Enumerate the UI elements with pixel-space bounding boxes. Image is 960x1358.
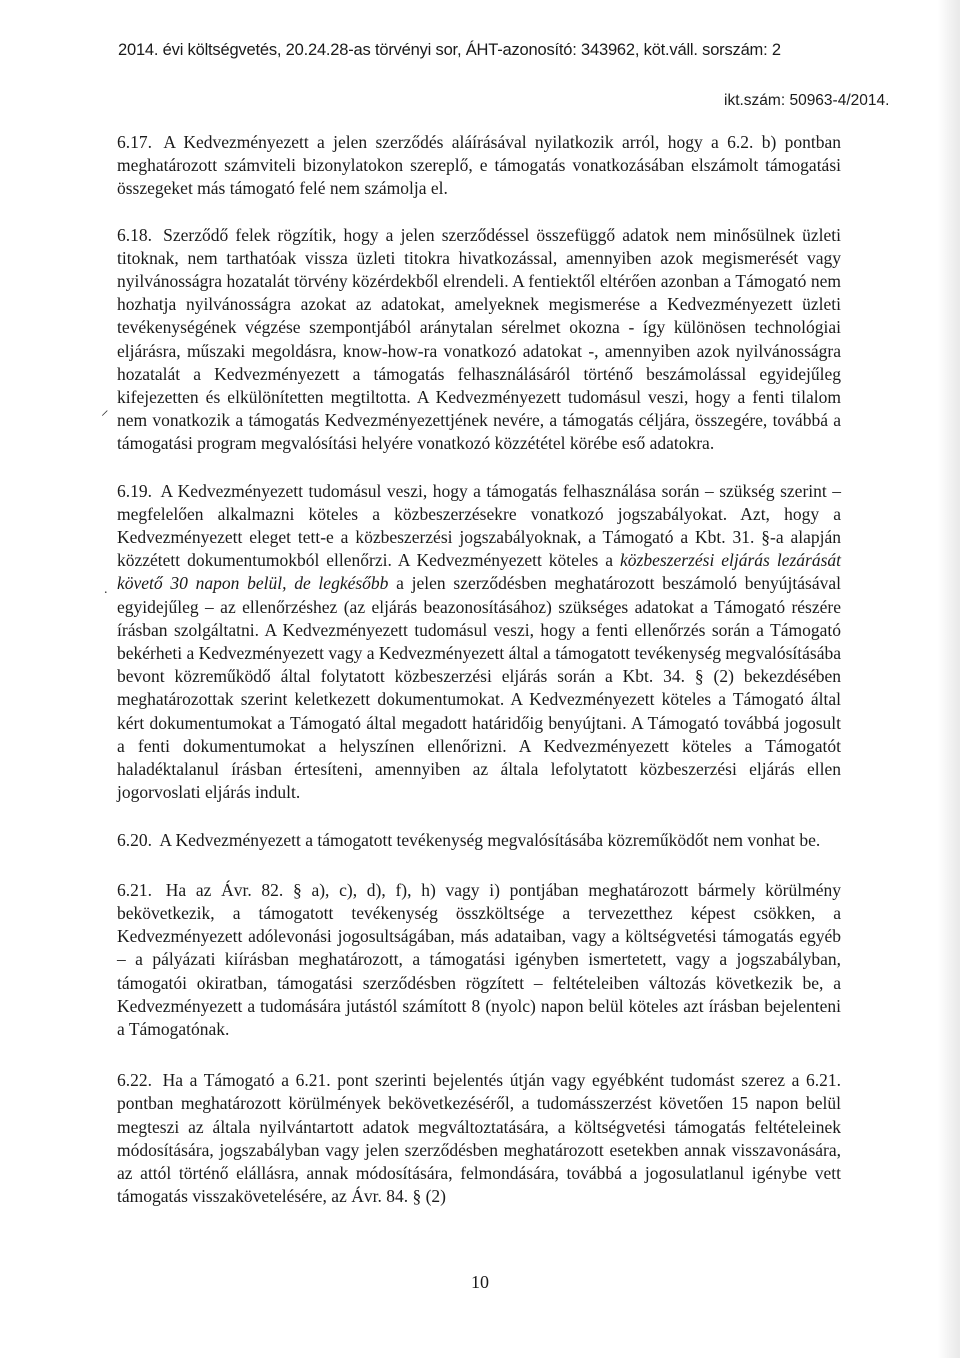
page-edge-shadow	[938, 0, 960, 1358]
paragraph-6-21	[117, 879, 841, 1041]
paragraph-number: 6.18.	[117, 224, 152, 245]
paragraph-6-17	[117, 131, 841, 201]
margin-mark: ⸍	[101, 409, 109, 425]
document-body	[117, 131, 841, 1233]
paragraph-number: 6.20.	[117, 830, 152, 851]
paragraph-text: Szerződő felek rögzítik, hogy a jelen szerződéssel összefüggő adatok nem minősülnek üzleti titoknak, nem tarthatóak vissza üzleti titokra hivatkozással, amennyiben azok megismerését vagy nyilvánosságra hozatalát törvény közérdekből elrendeli. A fentiektől eltérően azonban a Támogató nem hozhatja nyilvánosságra azokat az adatokat, amelyeknek megismerése a Kedvezményezett üzleti tevékenységének végzése szempontjából aránytalan sérelmet okozna - így különösen technológiai eljárásra, műszaki megoldásra, know-how-ra vonatkozó adatokat -, amennyiben azok nyilvánosságra hozatalát a Kedvezményezett a támogatás felhasználásáról történő beszámolással egyidejűleg kifejezetten és elkülönítetten megtiltotta. A Kedvezményezett tudomásul veszi, hogy a fenti tilalom nem vonatkozik a támogatás Kedvezményezettjének nevére, a támogatás céljára, összegére, továbbá a támogatási program megvalósítási helyére vonatkozó közzététel körébe eső adatokra.	[117, 224, 842, 454]
paragraph-6-22	[117, 1069, 841, 1208]
margin-dot: .	[104, 582, 108, 597]
paragraph-text-continued: a jelen szerződésben meghatározott beszámoló benyújtásával egyidejűleg – az ellenőrzéshez (az eljárás beazonosításához) szükséges adatokat a Támogató részére írásban szolgáltatni. A Kedvezményezett tudomásul veszi, hogy a fenti ellenőrzés során a Támogató bekérheti a Kedvezményezett vagy a Kedvezményezett által a támogatott tevékenység megvalósításába bevont közreműködő által folytatott közbeszerzési eljárás során a Kbt. 34. § (2) bekezdésében meghatározottak szerint keletkezett dokumentumokat. A Kedvezményezett köteles a Támogató által kért dokumentumokat a Támogató által megadott határidőig benyújtani. A Támogató továbbá jogosult a fenti dokumentumokat a helyszínen ellenőrizni. A Kedvezményezett köteles a Támogatót haladéktalanul írásban értesíteni, amennyiben az általa lefolytatott közbeszerzési eljárás ellen jogorvoslati eljárás indult.	[117, 573, 841, 803]
paragraph-number: 6.22.	[117, 1070, 152, 1091]
filing-number: ikt.szám: 50963-4/2014.	[724, 92, 890, 109]
paragraph-6-19	[117, 480, 841, 805]
paragraph-6-18	[117, 224, 841, 456]
paragraph-italic-text: közbeszerzési eljárás lezárását követő 30 napon belül, de legkésőbb	[117, 550, 841, 594]
paragraph-text: A Kedvezményezett a jelen szerződés aláírásával nyilatkozik arról, hogy a 6.2. b) pontban meghatározott számviteli bizonylatokon szereplő, e támogatás vonatkozásában elszámolt támogatási összegeket más támogató felé nem számolja el.	[117, 132, 841, 199]
paragraph-number: 6.17.	[117, 132, 152, 152]
paragraph-6-20	[117, 829, 841, 852]
paragraph-number: 6.21.	[117, 879, 152, 900]
paragraph-number: 6.19.	[117, 480, 152, 501]
paragraph-text: A Kedvezményezett tudomásul veszi, hogy a támogatás felhasználása során – szükség szerint – megfelelően alkalmazni köteles a közbeszerzésekre vonatkozó jogszabályokat. Azt, hogy a Kedvezményezett eleget tett-e a közbeszerzési jogszabályoknak, a Támogató a Kbt. 31. §-a alapján közzétett dokumentumokból ellenőrzi. A Kedvezményezett köteles a	[117, 480, 841, 571]
page-number: 10	[471, 1272, 489, 1292]
paragraph-text: A Kedvezményezett a támogatott tevékenység megvalósításába közreműködőt nem vonhat be.	[159, 830, 821, 851]
paragraph-text: Ha az Ávr. 82. § a), c), d), f), h) vagy i) pontjában meghatározott bármely körülmény bekövetkezik, a támogatott tevékenység összköltsége a tervezetthez képest csökken, a Kedvezményezett adólevonási jogosultságában, más adataiban, vagy a költségvetési támogatás egyéb – a pályázati kiírásban meghatározott, a támogatási igényben ismertetett, vagy a jogszabályban, támogatói okiratban, támogatási szerződésben rögzített – feltételeiben változás következik be, a Kedvezményezett a tudomására jutástól számított 8 (nyolc) napon belül köteles azt írásban bejelenteni a Támogatónak.	[117, 879, 841, 1039]
document-header: 2014. évi költségvetés, 20.24.28-as törvényi sor, ÁHT-azonosító: 343962, köt.váll. sorszám: 2	[118, 41, 781, 59]
paragraph-text: Ha a Támogató a 6.21. pont szerinti bejelentés útján vagy egyébként tudomást szerez a 6.21. pontban meghatározott körülmények bekövetkezéséről, a tudomásszerzést követően 15 napon belül megteszi az általa nyilvántartott adatok megváltoztatására, a költségvetési támogatás feltételeinek módosítására, jogszabályban vagy jelen szerződésben meghatározott esetekben annak visszavonására, az attól történő elállásra, annak módosítására, felmondására, továbbá a jogosulatlanul igénybe vett támogatás visszakövetelésére, az Ávr. 84. § (2)	[117, 1070, 841, 1207]
